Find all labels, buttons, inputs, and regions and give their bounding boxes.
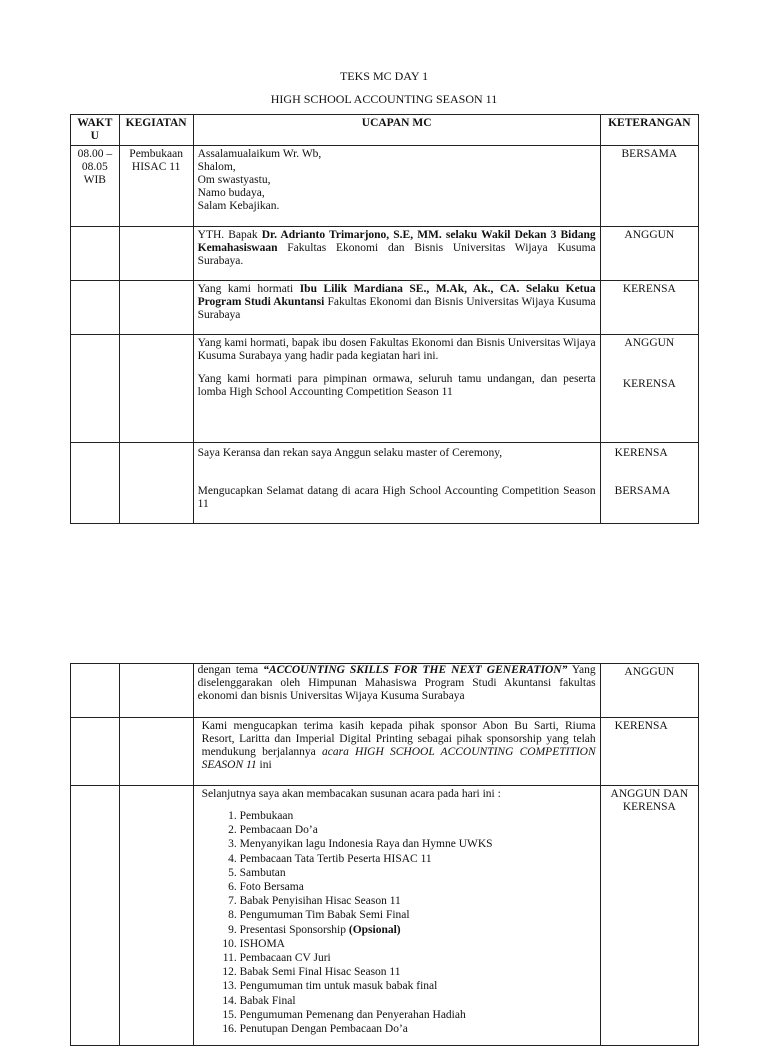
cell-ucapan (193, 786, 600, 1046)
list-item: 11. Pembacaan CV Juri (240, 951, 596, 965)
greeting-line: Assalamualaikum Wr. Wb, (197, 148, 322, 160)
mc-script-table-continued (70, 663, 699, 1046)
cell-waktu: 08.00 – 08.05 WIB (71, 146, 120, 227)
table-row (71, 443, 699, 524)
table-row (71, 786, 699, 1046)
cell-ucapan: Kami mengucapkan terima kasih kepada pihak sponsor Abon Bu Sarti, Riuma Resort, Laritta dan Imperial Digital Printing sebagai pihak sponsorship yang telah mendukung berjalannya acara HIGH SCHOOL ACCOUNTING COMPETITION SEASON 11 ini (193, 718, 600, 786)
agenda-intro: Selanjutnya saya akan membacakan susunan acara pada hari ini : (201, 788, 501, 800)
table-row (71, 664, 699, 718)
cell-ucapan (193, 335, 600, 443)
paragraph: Saya Keransa dan rekan saya Anggun selaku master of Ceremony, (197, 447, 503, 459)
header-kegiatan: KEGIATAN (119, 115, 193, 146)
list-item: 4. Pembacaan Tata Tertib Peserta HISAC 11 (240, 852, 596, 866)
list-item: 5. Sambutan (240, 866, 596, 880)
list-item: 13. Pengumuman tim untuk masuk babak final (240, 979, 596, 993)
table-row (71, 718, 699, 786)
mc-script-table (70, 114, 699, 524)
document-title: TEKS MC DAY 1 (339, 69, 429, 83)
event-theme: “ACCOUNTING SKILLS FOR THE NEXT GENERATION” (263, 664, 568, 676)
list-item: 8. Pengumuman Tim Babak Semi Final (240, 908, 596, 922)
kaprodi-name: Ibu Lilik Mardiana SE., M.Ak, Ak., CA. Selaku Ketua Program Studi Akuntansi (197, 283, 596, 308)
cell-keterangan: BERSAMA (600, 146, 698, 227)
table-header-row (71, 115, 699, 146)
list-item: 12. Babak Semi Final Hisac Season 11 (240, 965, 596, 979)
agenda-list (202, 809, 596, 1036)
cell-kegiatan: Pembukaan HISAC 11 (119, 146, 193, 227)
greeting-line: Shalom, (197, 161, 236, 173)
cell-keterangan: KERENSA (600, 718, 698, 786)
cell-ucapan (193, 146, 600, 227)
greeting-line: Namo budaya, (197, 187, 265, 199)
header-keterangan: KETERANGAN (600, 115, 698, 146)
table-row (71, 281, 699, 335)
list-item: 6. Foto Bersama (240, 880, 596, 894)
greeting-line: Om swastyastu, (197, 174, 271, 186)
paragraph: Mengucapkan Selamat datang di acara High School Accounting Competition Season 11 (197, 485, 596, 510)
cell-ucapan: dengan tema “ACCOUNTING SKILLS FOR THE NEXT GENERATION” Yang diselenggarakan oleh Himpunan Mahasiswa Program Studi Akuntansi fakultas ekonomi dan bisnis Universitas Wijaya Kusuma Surabaya (193, 664, 600, 718)
list-item: 7. Babak Penyisihan Hisac Season 11 (240, 894, 596, 908)
paragraph: Yang kami hormati, bapak ibu dosen Fakultas Ekonomi dan Bisnis Universitas Wijaya Kusuma Surabaya yang hadir pada kegiatan hari ini. (197, 337, 596, 362)
cell-keterangan: ANGGUN (600, 664, 698, 718)
cell-keterangan: ANGGUN DAN KERENSA (600, 786, 698, 1046)
list-item: 16. Penutupan Dengan Pembacaan Do’a (240, 1022, 596, 1036)
greeting-line: Salam Kebajikan. (197, 200, 280, 212)
cell-keterangan: KERENSA BERSAMA (600, 443, 698, 524)
table-row (71, 227, 699, 281)
cell-ucapan (193, 443, 600, 524)
header-ucapan: UCAPAN MC (193, 115, 600, 146)
document-subtitle: HIGH SCHOOL ACCOUNTING SEASON 11 (270, 92, 498, 106)
list-item: 9. Presentasi Sponsorship (Opsional) (240, 923, 596, 937)
list-item: 15. Pengumuman Pemenang dan Penyerahan Hadiah (240, 1008, 596, 1022)
list-item: 10. ISHOMA (240, 937, 596, 951)
header-waktu: WAKT U (71, 115, 120, 146)
list-item: 3. Menyanyikan lagu Indonesia Raya dan Hymne UWKS (240, 837, 596, 851)
event-name: acara HIGH SCHOOL ACCOUNTING COMPETITION SEASON 11 (201, 746, 596, 771)
cell-keterangan: ANGGUN (600, 227, 698, 281)
cell-keterangan: KERENSA (600, 281, 698, 335)
list-item: 14. Babak Final (240, 994, 596, 1008)
list-item: 2. Pembacaan Do’a (240, 823, 596, 837)
wakil-dekan-name: Dr. Adrianto Trimarjono, S.E, MM. selaku Wakil Dekan 3 Bidang Kemahasiswaan (197, 229, 596, 254)
paragraph: Yang kami hormati para pimpinan ormawa, seluruh tamu undangan, dan peserta lomba High School Accounting Competition Season 11 (197, 373, 596, 398)
table-row (71, 146, 699, 227)
cell-ucapan: YTH. Bapak Dr. Adrianto Trimarjono, S.E, MM. selaku Wakil Dekan 3 Bidang Kemahasiswaan Fakultas Ekonomi dan Bisnis Universitas Wijaya Kusuma Surabaya. (193, 227, 600, 281)
cell-ucapan: Yang kami hormati Ibu Lilik Mardiana SE., M.Ak, Ak., CA. Selaku Ketua Program Studi Akuntansi Fakultas Ekonomi dan Bisnis Universitas Wijaya Kusuma Surabaya (193, 281, 600, 335)
list-item: 1. Pembukaan (240, 809, 596, 823)
cell-keterangan: ANGGUN KERENSA (600, 335, 698, 443)
table-row (71, 335, 699, 443)
